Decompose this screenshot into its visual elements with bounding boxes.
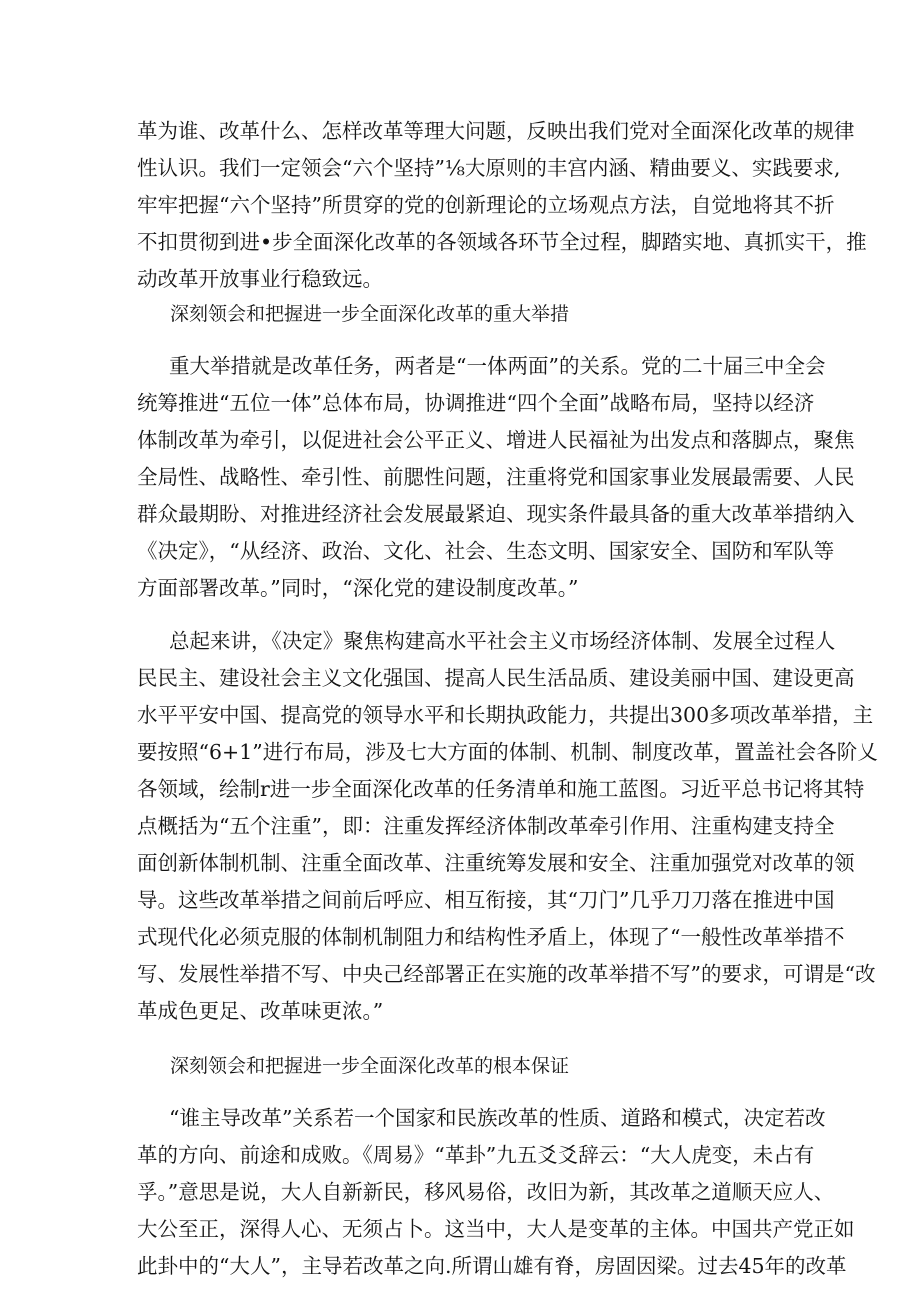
paragraph-line: 革为谁、改革什么、怎样改革等理大问题，反映出我们党对全面深化改革的规律 bbox=[137, 119, 855, 143]
paragraph-line: 群众最期盼、对推进经济社会发展最紧迫、现实条件最具备的重大改革举措纳入 bbox=[137, 502, 855, 526]
paragraph-line: 导。这些改革举措之间前后呼应、相互衔接，其“刀门”几乎刀刀落在推进中国 bbox=[137, 888, 835, 912]
paragraph-line: 此卦中的“大人”，主导若改革之向.所谓山雄有脊，房固因梁。过去45年的改革 bbox=[137, 1254, 847, 1278]
paragraph-line: 革成色更足、改革味更浓。” bbox=[137, 999, 384, 1023]
paragraph-line: 革的方向、前途和成败。《周易》“革卦”九五爻爻辞云：“大人虎变，未占有 bbox=[137, 1143, 815, 1167]
paragraph-line: 重大举措就是改革任务，两者是“一体两面”的关系。党的二十届三中全会 bbox=[169, 354, 826, 378]
paragraph-line: 点概括为“五个注重”，即：注重发挥经济体制改革牵引作用、注重构建支持全 bbox=[137, 814, 835, 838]
paragraph-line: 牢牢把握“六个坚持”所贯穿的党的创新理论的立场观点方法，自觉地将其不折 bbox=[137, 193, 835, 217]
paragraph-line: 性认识。我们一定领会“六个坚持”⅛大原则的丰宫内涵、精曲要义、实践要求, bbox=[137, 156, 841, 180]
section-heading: 深刻领会和把握进一步全面深化改革的重大举措 bbox=[170, 303, 570, 325]
paragraph-line: 要按照“6+1”进行布局，涉及七大方面的体制、机制、制度改革，置盖社会各阶乂 bbox=[137, 740, 878, 764]
paragraph-line: 全局性、战略性、牵引性、前腮性问题，注重将党和国家事业发展最需要、人民 bbox=[137, 465, 855, 489]
paragraph-line: 民民主、建设社会主义文化强国、提高人民生活品质、建设美丽中国、建设更高 bbox=[137, 666, 855, 690]
paragraph-line: 大公至正，深得人心、无须占卜。这当中，大人是变革的主体。中国共产党正如 bbox=[137, 1217, 855, 1241]
paragraph-line: 面创新体制机制、注重全面改革、注重统筹发展和安全、注重加强党对改革的领 bbox=[137, 851, 855, 875]
paragraph-line: 方面部署改革。”同时，“深化党的建设制度改革。” bbox=[137, 576, 579, 600]
paragraph-line: 体制改革为牵引，以促进社会公平正义、增进人民福祉为出发点和落脚点，聚焦 bbox=[137, 428, 855, 452]
paragraph-line: “谁主导改革”关系若一个国家和民族改革的性质、道路和模式，决定若改 bbox=[169, 1106, 826, 1130]
paragraph-line: 统筹推进“五位一体”总体布局，协调推进“四个全面”战略布局，坚持以经济 bbox=[137, 391, 815, 415]
section-heading: 深刻领会和把握进一步全面深化改革的根本保证 bbox=[170, 1055, 570, 1077]
paragraph-line: 不扣贯彻到进•步全面深化改革的各领域各环节全过程，脚踏实地、真抓实干，推 bbox=[137, 230, 867, 254]
paragraph-line: 水平平安中国、提高党的领导水平和长期执政能力，共提出300多项改革举措，主 bbox=[137, 703, 874, 727]
paragraph-line: 《决定》，“从经济、政治、文化、社会、生态文明、国家安全、国防和军队等 bbox=[137, 539, 835, 563]
paragraph-line: 总起来讲，《决定》聚焦构建高水平社会主义市场经济体制、发展全过程人 bbox=[169, 629, 836, 653]
paragraph-line: 孚。”意思是说，大人自新新民，移风易俗，改旧为新，其改革之道顺天应人、 bbox=[137, 1180, 835, 1204]
paragraph-line: 各领域，绘制r进一步全面深化改革的任务清单和施工蓝图。习近平总书记将其特 bbox=[137, 777, 865, 801]
paragraph-line: 写、发展性举措不写、中央己经部署正在实施的改革举措不写”的要求，可谓是“改 bbox=[137, 962, 876, 986]
paragraph-line: 动改革开放事业行稳致远。 bbox=[137, 267, 383, 291]
paragraph-line: 式现代化必须克服的体制机制阻力和结构性矛盾上，体现了“一般性改革举措不 bbox=[137, 925, 845, 949]
